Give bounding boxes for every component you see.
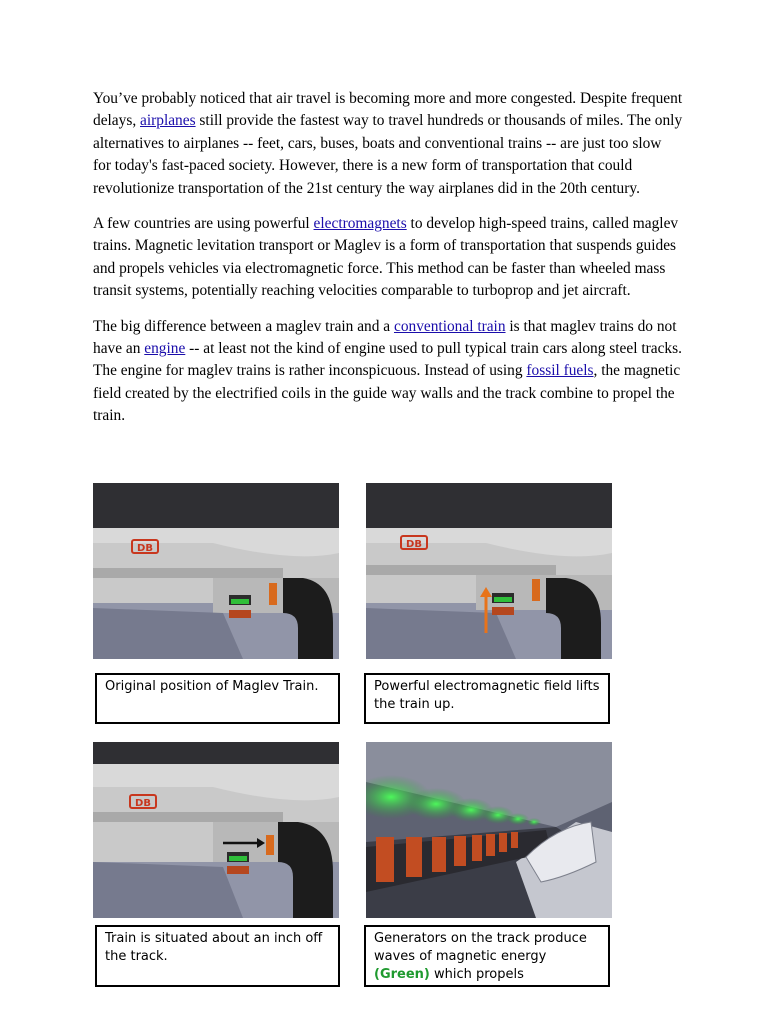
paragraph-text: to develop high-speed trains, called maglev trains. Magnetic levitation transport or Maglev is a form of transportation that suspends guides and propels vehicles via electromagnetic force. This method can be faster than wheeled mass transit systems, potentially reaching velocities comparable to turboprop and jet aircraft.: [93, 215, 679, 300]
link-engine[interactable]: engine: [144, 340, 186, 358]
db-logo-text: DB: [135, 798, 151, 809]
db-logo-text: DB: [406, 539, 422, 550]
paragraph-text: -- at least not the kind of engine used to pull typical train cars along steel tracks. The engine for maglev trains is rather inconspicuous. Instead of using: [93, 340, 682, 380]
figure-situated: [93, 742, 339, 918]
caption-text: Original position of Maglev Train.: [105, 679, 319, 694]
maglev-lift-image: [366, 483, 612, 659]
caption-original-position: [95, 673, 340, 724]
paragraph-text: , the magnetic field created by the electrified coils in the guide way walls and the track combine to propel the train.: [93, 362, 681, 425]
maglev-cross-section-image: [93, 483, 339, 659]
link-electromagnets[interactable]: electromagnets: [313, 215, 407, 233]
paragraph-text: A few countries are using powerful: [93, 215, 314, 233]
caption-generators: [364, 925, 610, 987]
caption-green-highlight: (Green): [374, 967, 430, 982]
paragraph-text: The big difference between a maglev train and a: [93, 317, 394, 335]
paragraph-difference: [93, 316, 683, 428]
caption-lift: [364, 673, 610, 724]
link-fossil-fuels[interactable]: fossil fuels: [526, 362, 594, 380]
paragraph-text: is that maglev trains do not have an: [93, 317, 677, 358]
caption-text: Train is situated about an inch off the track.: [105, 931, 323, 964]
db-logo-text: DB: [137, 543, 153, 554]
link-conventional-train[interactable]: conventional train: [393, 317, 506, 335]
figure-original-position: [93, 483, 339, 659]
caption-text: Powerful electromagnetic field lifts the train up.: [374, 679, 600, 712]
maglev-gap-image: [93, 742, 339, 918]
caption-text: Generators on the track produce waves of magnetic energy: [374, 931, 587, 964]
caption-text: which propels: [429, 967, 524, 982]
document-body: [93, 88, 683, 441]
link-airplanes[interactable]: airplanes: [140, 112, 196, 130]
paragraph-intro: [93, 88, 683, 200]
paragraph-text: You’ve probably noticed that air travel is becoming more and more congested. Despite frequent delays,: [93, 90, 683, 130]
maglev-tunnel-image: [366, 742, 612, 918]
figure-lift: [366, 483, 612, 659]
figure-generators: [366, 742, 612, 918]
caption-situated: [95, 925, 340, 987]
paragraph-electromagnets: [93, 213, 683, 303]
paragraph-text: still provide the fastest way to travel hundreds or thousands of miles. The only alternatives to airplanes -- feet, cars, buses, boats and conventional trains -- are just too slow for today's fast-paced society. However, there is a new form of transportation that could revolutionize transportation of the 21st century the way airplanes did in the 20th century.: [93, 112, 683, 197]
